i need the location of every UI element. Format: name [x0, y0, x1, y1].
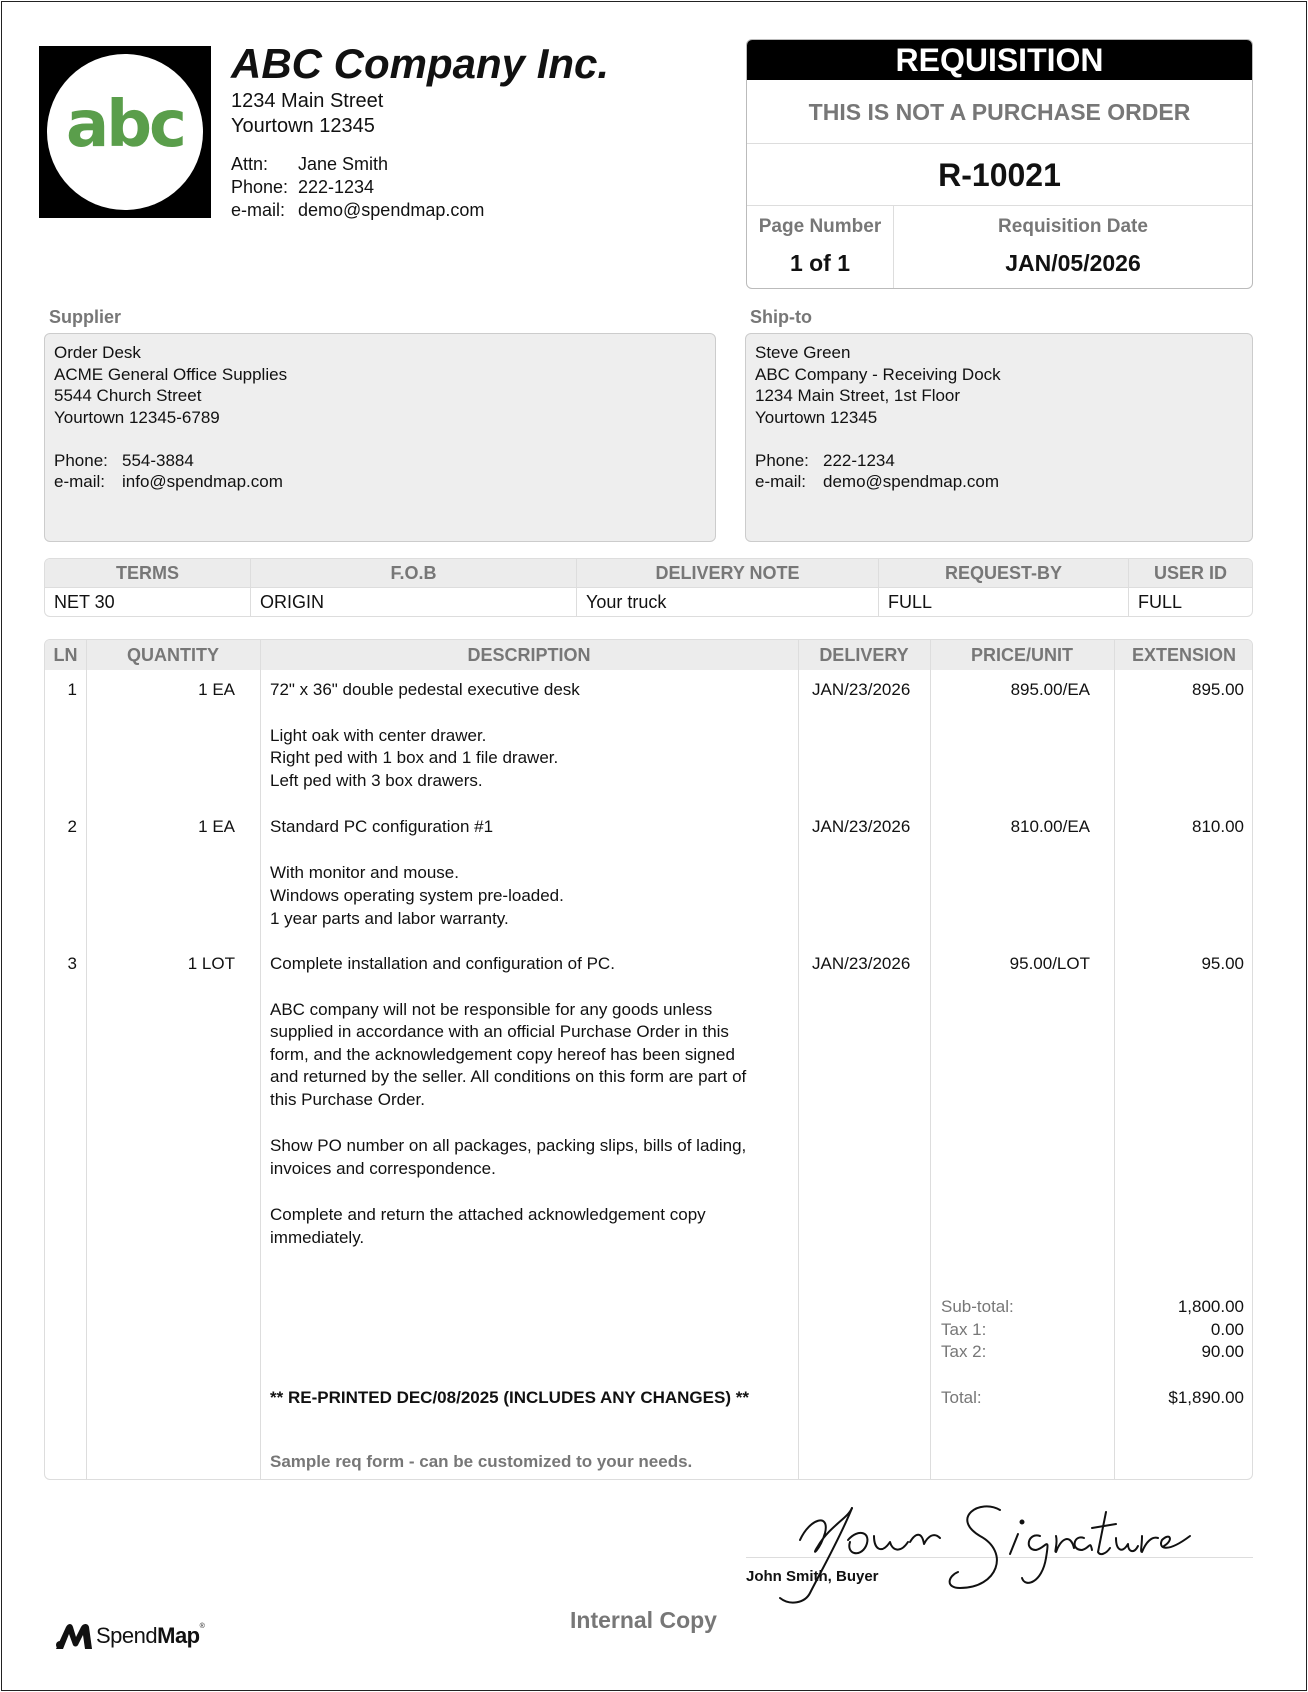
row2-quantity: 1 EA [198, 817, 235, 836]
ship-to-email [755, 471, 1243, 493]
company-attn [231, 154, 388, 175]
page-number-label: Page Number [758, 216, 882, 237]
column-divider [86, 640, 87, 1479]
brand-reg: ® [199, 1623, 205, 1630]
ship-to-line: Steve Green [755, 343, 851, 362]
terms-paragraph-line: form, and the acknowledgement copy hereof has been signed [270, 1045, 735, 1064]
row2-description-title: Standard PC configuration #1 [270, 817, 494, 836]
requisition-meta [747, 206, 1252, 288]
row2-delivery: JAN/23/2026 [812, 817, 911, 836]
ship-to-email-label: e-mail: [755, 472, 807, 491]
terms-paragraph-line: Show PO number on all packages, packing slips, bills of lading, [270, 1136, 747, 1155]
row1-quantity: 1 EA [198, 680, 235, 699]
request-by-header: REQUEST-BY [879, 559, 1129, 587]
handwritten-signature [770, 1488, 1200, 1608]
requisition-title: REQUISITION [747, 40, 1252, 80]
supplier-phone-value: 554-3884 [122, 450, 194, 470]
ship-to-line: ABC Company - Receiving Dock [755, 364, 1001, 384]
supplier-line: Order Desk [54, 343, 141, 362]
terms-header-row [45, 559, 1252, 588]
phone-label: Phone: [231, 177, 289, 197]
terms-header: TERMS [45, 559, 251, 587]
row2-note: 1 year parts and labor warranty. [270, 909, 509, 928]
ship-to-phone-value: 222-1234 [823, 450, 895, 470]
supplier-phone-label: Phone: [54, 450, 108, 470]
row1-note: Light oak with center drawer. [270, 726, 487, 745]
ship-to-email-value: demo@spendmap.com [823, 472, 1000, 491]
row2-note: With monitor and mouse. [270, 863, 459, 882]
ship-to-line: Yourtown 12345 [755, 407, 878, 427]
extension-header: EXTENSION [1131, 645, 1237, 665]
column-divider [1114, 640, 1115, 1479]
row1-note: Right ped with 1 box and 1 file drawer. [270, 748, 559, 767]
fob-value: ORIGIN [251, 588, 577, 617]
reprint-note: ** RE-PRINTED DEC/08/2025 (INCLUDES ANY CHANGES) ** [270, 1388, 749, 1407]
row1-extension: 895.00 [1192, 680, 1244, 699]
tax1-label: Tax 1: [941, 1320, 987, 1339]
delivery-header: DELIVERY [819, 645, 909, 665]
brand-bold: Map [157, 1623, 200, 1648]
column-divider [798, 640, 799, 1479]
terms-value: NET 30 [45, 588, 251, 617]
row1-note: Left ped with 3 box drawers. [270, 771, 483, 790]
request-by-value: FULL [879, 588, 1129, 617]
spendmap-logo [54, 1620, 204, 1652]
supplier-phone [54, 450, 706, 472]
delivery-note-value: Your truck [577, 588, 879, 617]
attn-value: Jane Smith [298, 154, 389, 174]
row3-delivery: JAN/23/2026 [812, 954, 911, 973]
terms-paragraph-line: this Purchase Order. [270, 1090, 425, 1109]
ship-to-line: 1234 Main Street, 1st Floor [755, 386, 961, 405]
price-unit-header: PRICE/UNIT [970, 645, 1073, 665]
ship-to-label: Ship-to [750, 307, 812, 327]
row1-description-title: 72" x 36" double pedestal executive desk [270, 680, 580, 699]
company-email [231, 200, 484, 221]
email-label: e-mail: [231, 200, 286, 220]
description-header: DESCRIPTION [467, 645, 591, 665]
email-value: demo@spendmap.com [298, 200, 485, 220]
spacer [54, 428, 706, 450]
subtotal-label: Sub-total: [941, 1297, 1014, 1316]
row3-extension: 95.00 [1201, 954, 1244, 973]
company-logo [39, 46, 211, 218]
row2-extension: 810.00 [1192, 817, 1244, 836]
terms-table [44, 558, 1253, 617]
attn-label: Attn: [231, 154, 269, 174]
tax1-value: 0.00 [1210, 1320, 1244, 1339]
company-address-line1: 1234 Main Street [231, 90, 384, 112]
supplier-email [54, 471, 706, 493]
ship-to-phone [755, 450, 1243, 472]
requisition-date-label: Requisition Date [998, 216, 1148, 237]
not-purchase-order-notice: THIS IS NOT A PURCHASE ORDER [747, 80, 1252, 144]
row3-price-unit: 95.00/LOT [1009, 954, 1090, 973]
phone-value: 222-1234 [298, 177, 375, 197]
user-id-value: FULL [1138, 592, 1183, 612]
terms-paragraph-line: and returned by the seller. All conditions on this form are part of [270, 1067, 747, 1086]
row3-ln: 3 [67, 954, 77, 973]
company-name: ABC Company Inc. [231, 40, 610, 87]
supplier-email-value: info@spendmap.com [122, 472, 283, 491]
items-header-row [45, 640, 1252, 670]
row2-ln: 2 [67, 817, 77, 836]
row1-price-unit: 895.00/EA [1010, 680, 1090, 699]
terms-paragraph-line: invoices and correspondence. [270, 1159, 496, 1178]
total-label: Total: [941, 1388, 982, 1407]
row2-note: Windows operating system pre-loaded. [270, 886, 564, 905]
requisition-date-cell [894, 206, 1252, 288]
requisition-date-value: JAN/05/2026 [1005, 250, 1141, 276]
spacer [755, 428, 1243, 450]
company-phone [231, 177, 374, 198]
items-table [44, 639, 1253, 1480]
requisition-number: R-10021 [747, 144, 1252, 206]
row1-delivery: JAN/23/2026 [812, 680, 911, 699]
supplier-email-label: e-mail: [54, 472, 106, 491]
column-divider [930, 640, 931, 1479]
requisition-box [746, 39, 1253, 289]
company-address-line2: Yourtown 12345 [231, 115, 375, 137]
page-number-cell [747, 206, 894, 288]
supplier-line: Yourtown 12345-6789 [54, 407, 220, 427]
total-value: $1,890.00 [1168, 1388, 1244, 1407]
spendmap-mark-icon [54, 1621, 94, 1651]
row3-quantity: 1 LOT [187, 954, 235, 973]
supplier-line: 5544 Church Street [54, 386, 202, 405]
brand-light: Spend [96, 1623, 158, 1648]
supplier-line: ACME General Office Supplies [54, 364, 288, 384]
tax2-value: 90.00 [1201, 1342, 1244, 1361]
quantity-header: QUANTITY [127, 645, 219, 665]
ship-to-phone-label: Phone: [755, 450, 809, 470]
terms-paragraph-line: Complete and return the attached acknowledgement copy [270, 1205, 706, 1224]
terms-paragraph-line: supplied in accordance with an official Purchase Order in this [270, 1022, 729, 1041]
logo-circle [47, 54, 203, 210]
column-divider [260, 640, 261, 1479]
row3-description-title: Complete installation and configuration of PC. [270, 954, 615, 973]
page-number-value: 1 of 1 [789, 250, 851, 276]
delivery-note-header: DELIVERY NOTE [577, 559, 879, 587]
internal-copy-label: Internal Copy [570, 1607, 717, 1633]
ship-to-box [745, 333, 1253, 542]
row1-ln: 1 [67, 680, 77, 699]
fob-header: F.O.B [251, 559, 577, 587]
supplier-label: Supplier [49, 307, 122, 327]
supplier-box [44, 333, 716, 542]
sample-note: Sample req form - can be customized to your needs. [270, 1452, 693, 1471]
subtotal-value: 1,800.00 [1177, 1297, 1244, 1316]
user-id-header: USER ID [1153, 563, 1227, 583]
ln-header: LN [53, 645, 78, 665]
terms-paragraph-line: ABC company will not be responsible for any goods unless [270, 1000, 713, 1019]
spendmap-wordmark [96, 1623, 204, 1649]
row2-price-unit: 810.00/EA [1010, 817, 1090, 836]
logo-text: abc [66, 88, 184, 162]
terms-paragraph-line: immediately. [270, 1228, 365, 1247]
terms-value-row [45, 588, 1252, 617]
signer-name: John Smith, Buyer [746, 1568, 879, 1585]
tax2-label: Tax 2: [941, 1342, 987, 1361]
